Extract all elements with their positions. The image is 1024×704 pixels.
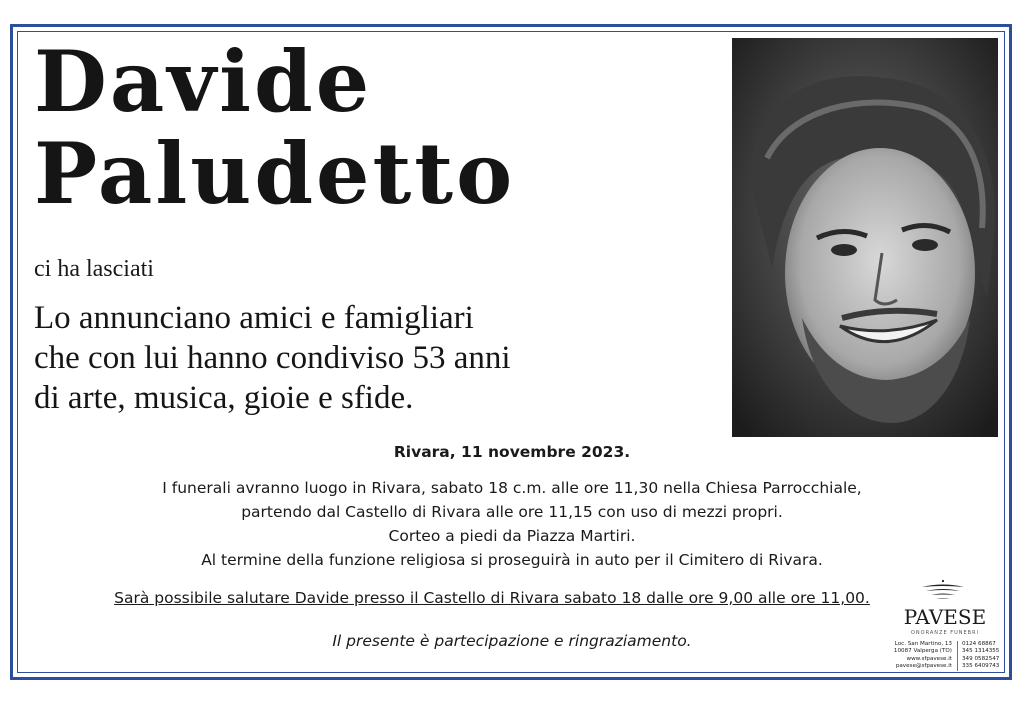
logo-mark-icon: [918, 578, 968, 602]
phone-column: [962, 641, 998, 671]
phone-number: 0124 68867: [962, 641, 996, 647]
deceased-name: [34, 32, 516, 223]
details-line: Corteo a piedi da Piazza Martiri.: [388, 527, 636, 545]
details-line: I funerali avranno luogo in Rivara, sabato 18 c.m. alle ore 11,30 nella Chiesa Parrocchiale,: [162, 479, 862, 497]
address-line: 10087 Valperga (TO): [893, 648, 952, 655]
details-line: partendo dal Castello di Rivara alle ore 11,15 con uso di mezzi propri.: [241, 503, 783, 521]
phone-number: 345 1314355: [962, 648, 1000, 655]
logo-name: PAVESE: [903, 605, 987, 629]
portrait-photo: [732, 38, 998, 437]
closing-line: Il presente è partecipazione e ringraziamento.: [332, 632, 692, 650]
contact-divider: [957, 641, 958, 671]
last-name: Paludetto: [34, 124, 516, 223]
address-line: Loc. San Martino, 13: [894, 641, 952, 647]
visit-note: Sarà possibile salutare Davide presso il Castello di Rivara sabato 18 dalle ore 9,00 alle ore 11,00.: [114, 589, 870, 607]
logo-tagline: ONORANZE FUNEBRI: [910, 630, 980, 636]
phone-number: 335 6409743: [962, 663, 1000, 670]
announcement-line: di arte, musica, gioie e sfide.: [34, 380, 414, 416]
first-name: Davide: [34, 32, 373, 131]
details-line: Al termine della funzione religiosa si proseguirà in auto per il Cimitero di Rivara.: [201, 551, 823, 569]
funeral-details: [60, 476, 964, 572]
announcement: [34, 298, 654, 418]
announcement-line: che con lui hanno condiviso 53 anni: [34, 340, 511, 376]
email: pavese@sfpavese.it: [895, 663, 952, 670]
address-column: [892, 641, 952, 671]
date-line: Rivara, 11 novembre 2023.: [393, 443, 631, 461]
announcement-line: Lo annunciano amici e famigliari: [34, 300, 474, 336]
portrait-illustration: [732, 38, 998, 437]
subtitle: ci ha lasciati: [34, 256, 154, 282]
website: www.sfpavese.it: [906, 655, 952, 662]
phone-number: 349 0582547: [962, 655, 1000, 662]
funeral-home-logo: [892, 578, 998, 674]
